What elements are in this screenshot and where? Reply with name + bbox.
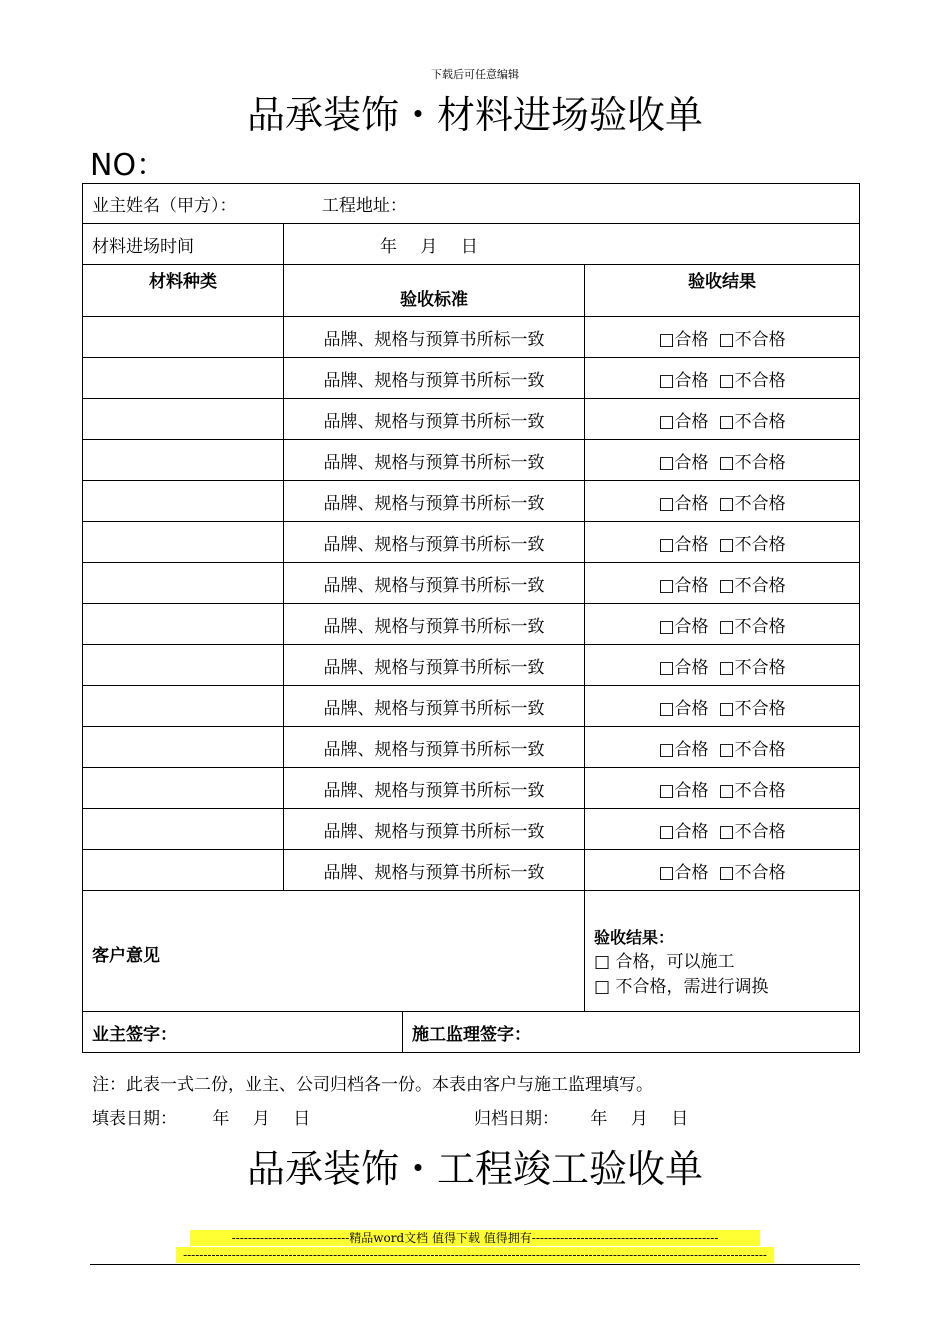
acceptance-standard-cell: 品牌、规格与预算书所标一致 <box>284 850 585 891</box>
acceptance-standard-cell: 品牌、规格与预算书所标一致 <box>284 686 585 727</box>
signature-row <box>83 1012 860 1053</box>
acceptance-result-cell <box>585 686 860 727</box>
table-row <box>83 481 860 522</box>
customer-opinion-cell[interactable] <box>83 891 585 1012</box>
table-row <box>83 440 860 481</box>
acceptance-standard-cell: 品牌、规格与预算书所标一致 <box>284 358 585 399</box>
pass-checkbox[interactable]: □合格 <box>658 616 709 637</box>
acceptance-standard-cell: 品牌、规格与预算书所标一致 <box>284 809 585 850</box>
material-category-cell[interactable] <box>83 522 284 563</box>
acceptance-result-cell <box>585 481 860 522</box>
owner-name-label: 业主姓名（甲方）： <box>92 196 237 216</box>
acceptance-standard-cell: 品牌、规格与预算书所标一致 <box>284 768 585 809</box>
table-row <box>83 604 860 645</box>
table-row <box>83 768 860 809</box>
material-category-cell[interactable] <box>83 686 284 727</box>
column-header-row <box>83 265 860 317</box>
table-row <box>83 809 860 850</box>
final-result-label: 验收结果： <box>594 927 675 947</box>
archive-date <box>474 1104 688 1129</box>
material-category-cell[interactable] <box>83 604 284 645</box>
acceptance-result-cell <box>585 809 860 850</box>
fail-checkbox[interactable]: □不合格 <box>718 575 786 596</box>
acceptance-standard-cell: 品牌、规格与预算书所标一致 <box>284 317 585 358</box>
acceptance-standard-cell: 品牌、规格与预算书所标一致 <box>284 604 585 645</box>
acceptance-standard-cell: 品牌、规格与预算书所标一致 <box>284 563 585 604</box>
table-row <box>83 686 860 727</box>
material-category-cell[interactable] <box>83 645 284 686</box>
col-category-header: 材料种类 <box>83 265 284 317</box>
fail-checkbox[interactable]: □不合格 <box>718 329 786 350</box>
col-result-header: 验收结果 <box>585 265 860 317</box>
col-standard-header: 验收标准 <box>284 265 585 317</box>
form-number-label: NO： <box>90 148 167 183</box>
pass-checkbox[interactable]: □合格 <box>658 862 709 883</box>
page-title: 品承装饰・材料进场验收单 <box>246 93 703 137</box>
archive-date-day: 日 <box>671 1109 689 1129</box>
entry-time-row <box>83 224 860 265</box>
acceptance-result-cell <box>585 440 860 481</box>
pass-checkbox[interactable]: □合格 <box>658 452 709 473</box>
acceptance-result-cell <box>585 522 860 563</box>
pass-checkbox[interactable]: □合格 <box>658 411 709 432</box>
result-option-pass[interactable]: □ 合格，可以施工 <box>594 951 735 972</box>
material-category-cell[interactable] <box>83 768 284 809</box>
acceptance-standard-cell: 品牌、规格与预算书所标一致 <box>284 645 585 686</box>
final-result-cell <box>585 891 860 1012</box>
form-note: 注：此表一式二份，业主、公司归档各一份。本表由客户与施工监理填写。 <box>92 1075 653 1095</box>
acceptance-result-cell <box>585 727 860 768</box>
table-row <box>83 850 860 891</box>
fill-date-day: 日 <box>293 1109 311 1129</box>
date-line <box>92 1104 792 1129</box>
pass-checkbox[interactable]: □合格 <box>658 657 709 678</box>
acceptance-standard-cell: 品牌、规格与预算书所标一致 <box>284 440 585 481</box>
pass-checkbox[interactable]: □合格 <box>658 821 709 842</box>
supervisor-signature-cell[interactable]: 施工监理签字： <box>403 1012 860 1053</box>
owner-signature-cell[interactable]: 业主签字： <box>83 1012 403 1053</box>
pass-checkbox[interactable]: □合格 <box>658 575 709 596</box>
table-row <box>83 645 860 686</box>
fail-checkbox[interactable]: □不合格 <box>718 862 786 883</box>
acceptance-result-cell <box>585 399 860 440</box>
fail-checkbox[interactable]: □不合格 <box>718 411 786 432</box>
table-row <box>83 563 860 604</box>
acceptance-result-cell <box>585 768 860 809</box>
material-category-cell[interactable] <box>83 563 284 604</box>
material-category-cell[interactable] <box>83 317 284 358</box>
table-row <box>83 358 860 399</box>
owner-row <box>83 184 860 224</box>
material-category-cell[interactable] <box>83 809 284 850</box>
footer-banner-line2: ------------------------------------------------------------------------------------------------------------------------------------------------ <box>176 1247 774 1263</box>
address-label: 工程地址： <box>321 196 407 216</box>
footer-divider <box>90 1264 860 1265</box>
acceptance-standard-cell: 品牌、规格与预算书所标一致 <box>284 522 585 563</box>
material-category-cell[interactable] <box>83 440 284 481</box>
table-row <box>83 522 860 563</box>
header-note: 下载后可任意编辑 <box>431 68 519 81</box>
date-month: 月 <box>420 236 438 257</box>
fail-checkbox[interactable]: □不合格 <box>718 452 786 473</box>
fail-checkbox[interactable]: □不合格 <box>718 616 786 637</box>
material-category-cell[interactable] <box>83 399 284 440</box>
material-category-cell[interactable] <box>83 850 284 891</box>
footer-banner-line1: -----------------------------精品word文档 值得下载 值得拥有---------------------------------------------- <box>190 1230 760 1246</box>
fail-checkbox[interactable]: □不合格 <box>718 493 786 514</box>
acceptance-result-cell <box>585 645 860 686</box>
acceptance-result-cell <box>585 317 860 358</box>
fail-checkbox[interactable]: □不合格 <box>718 657 786 678</box>
acceptance-standard-cell: 品牌、规格与预算书所标一致 <box>284 481 585 522</box>
result-option-fail[interactable]: □ 不合格，需进行调换 <box>594 976 769 997</box>
customer-opinion-label: 客户意见 <box>92 945 160 966</box>
archive-date-month: 月 <box>630 1109 648 1129</box>
entry-time-label: 材料进场时间 <box>83 224 284 265</box>
material-category-cell[interactable] <box>83 358 284 399</box>
pass-checkbox[interactable]: □合格 <box>658 739 709 760</box>
pass-checkbox[interactable]: □合格 <box>658 698 709 719</box>
pass-checkbox[interactable]: □合格 <box>658 493 709 514</box>
acceptance-result-cell <box>585 850 860 891</box>
fail-checkbox[interactable]: □不合格 <box>718 780 786 801</box>
fill-date-month: 月 <box>252 1109 270 1129</box>
acceptance-result-cell <box>585 358 860 399</box>
opinion-row <box>83 891 860 1012</box>
date-year: 年 <box>380 236 397 257</box>
pass-checkbox[interactable]: □合格 <box>658 780 709 801</box>
date-day: 日 <box>460 236 478 257</box>
acceptance-result-cell <box>585 563 860 604</box>
pass-checkbox[interactable]: □合格 <box>658 370 709 391</box>
second-form-title: 品承装饰・工程竣工验收单 <box>246 1147 703 1191</box>
material-category-cell[interactable] <box>83 727 284 768</box>
entry-time-value[interactable] <box>284 224 860 265</box>
fail-checkbox[interactable]: □不合格 <box>718 370 786 391</box>
fill-date-year: 年 <box>212 1109 230 1129</box>
acceptance-result-cell <box>585 604 860 645</box>
material-category-cell[interactable] <box>83 481 284 522</box>
fail-checkbox[interactable]: □不合格 <box>718 534 786 555</box>
fail-checkbox[interactable]: □不合格 <box>718 821 786 842</box>
owner-cell[interactable] <box>83 184 860 224</box>
acceptance-standard-cell: 品牌、规格与预算书所标一致 <box>284 727 585 768</box>
archive-date-label: 归档日期： <box>474 1109 559 1129</box>
table-row <box>83 727 860 768</box>
fill-date-label: 填表日期： <box>92 1109 177 1129</box>
fail-checkbox[interactable]: □不合格 <box>718 698 786 719</box>
pass-checkbox[interactable]: □合格 <box>658 329 709 350</box>
archive-date-year: 年 <box>590 1109 608 1129</box>
pass-checkbox[interactable]: □合格 <box>658 534 709 555</box>
table-row <box>83 399 860 440</box>
acceptance-form-table <box>82 183 860 1053</box>
fail-checkbox[interactable]: □不合格 <box>718 739 786 760</box>
acceptance-standard-cell: 品牌、规格与预算书所标一致 <box>284 399 585 440</box>
table-row <box>83 317 860 358</box>
